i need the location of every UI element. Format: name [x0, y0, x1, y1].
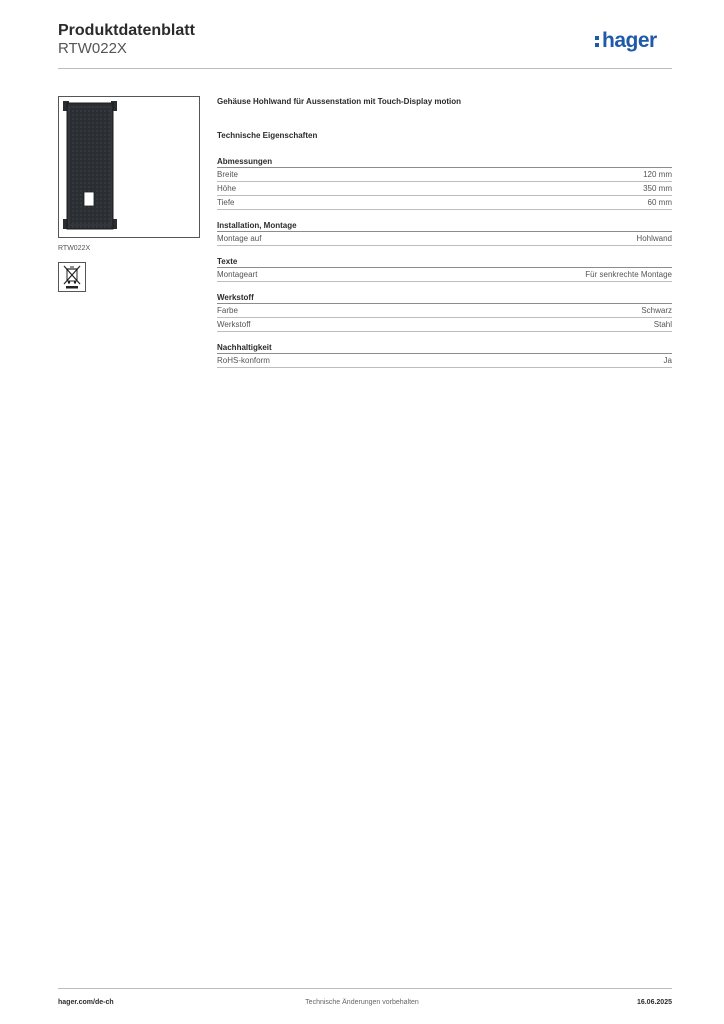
spec-group [217, 156, 672, 210]
spec-label: Breite [217, 170, 238, 179]
page-title: Produktdatenblatt [58, 22, 195, 39]
logo-text: hager [602, 29, 657, 52]
spec-group [217, 292, 672, 332]
product-code: RTW022X [58, 40, 127, 57]
image-caption: RTW022X [58, 245, 91, 252]
footer-website-link[interactable]: hager.com/de-ch [58, 999, 114, 1006]
spec-group-title: Texte [217, 256, 672, 268]
spec-group [217, 220, 672, 246]
spec-label: Montage auf [217, 234, 262, 243]
spec-row [217, 318, 672, 332]
spec-group-title: Nachhaltigkeit [217, 342, 672, 354]
header-divider [58, 68, 672, 69]
spec-label: Montageart [217, 270, 258, 279]
spec-label: Tiefe [217, 198, 235, 207]
logo-dot-bottom [595, 43, 599, 47]
spec-label: Höhe [217, 184, 237, 193]
spec-label: Farbe [217, 306, 238, 315]
spec-row [217, 268, 672, 282]
spec-row [217, 304, 672, 318]
spec-row [217, 232, 672, 246]
spec-value: 120 mm [643, 170, 672, 179]
spec-row [217, 196, 672, 210]
logo-dot-top [595, 36, 599, 40]
spec-row [217, 168, 672, 182]
spec-group [217, 342, 672, 368]
spec-content [217, 96, 672, 378]
product-title: Gehäuse Hohlwand für Aussenstation mit Touch-Display motion [217, 97, 462, 106]
spec-value: 60 mm [647, 198, 672, 207]
spec-row [217, 354, 672, 368]
spec-label: Werkstoff [217, 320, 251, 329]
product-housing-image [59, 97, 199, 237]
spec-group-title: Werkstoff [217, 292, 672, 304]
spec-row [217, 182, 672, 196]
footer-divider [58, 988, 672, 989]
spec-value: Für senkrechte Montage [585, 270, 672, 279]
spec-group-title: Abmessungen [217, 156, 672, 168]
weee-disposal-icon [58, 262, 86, 292]
spec-group-title: Installation, Montage [217, 220, 672, 232]
product-image-frame [58, 96, 200, 238]
spec-value: Ja [663, 356, 672, 365]
specs-heading: Technische Eigenschaften [217, 131, 318, 140]
spec-group [217, 256, 672, 282]
hager-logo [594, 28, 674, 56]
spec-value: Stahl [653, 320, 672, 329]
spec-value: 350 mm [643, 184, 672, 193]
footer-date: 16.06.2025 [636, 999, 672, 1006]
spec-value: Schwarz [641, 306, 672, 315]
footer-notice: Technische Änderungen vorbehalten [305, 999, 419, 1006]
spec-label: RoHS-konform [217, 356, 270, 365]
spec-value: Hohlwand [636, 234, 672, 243]
